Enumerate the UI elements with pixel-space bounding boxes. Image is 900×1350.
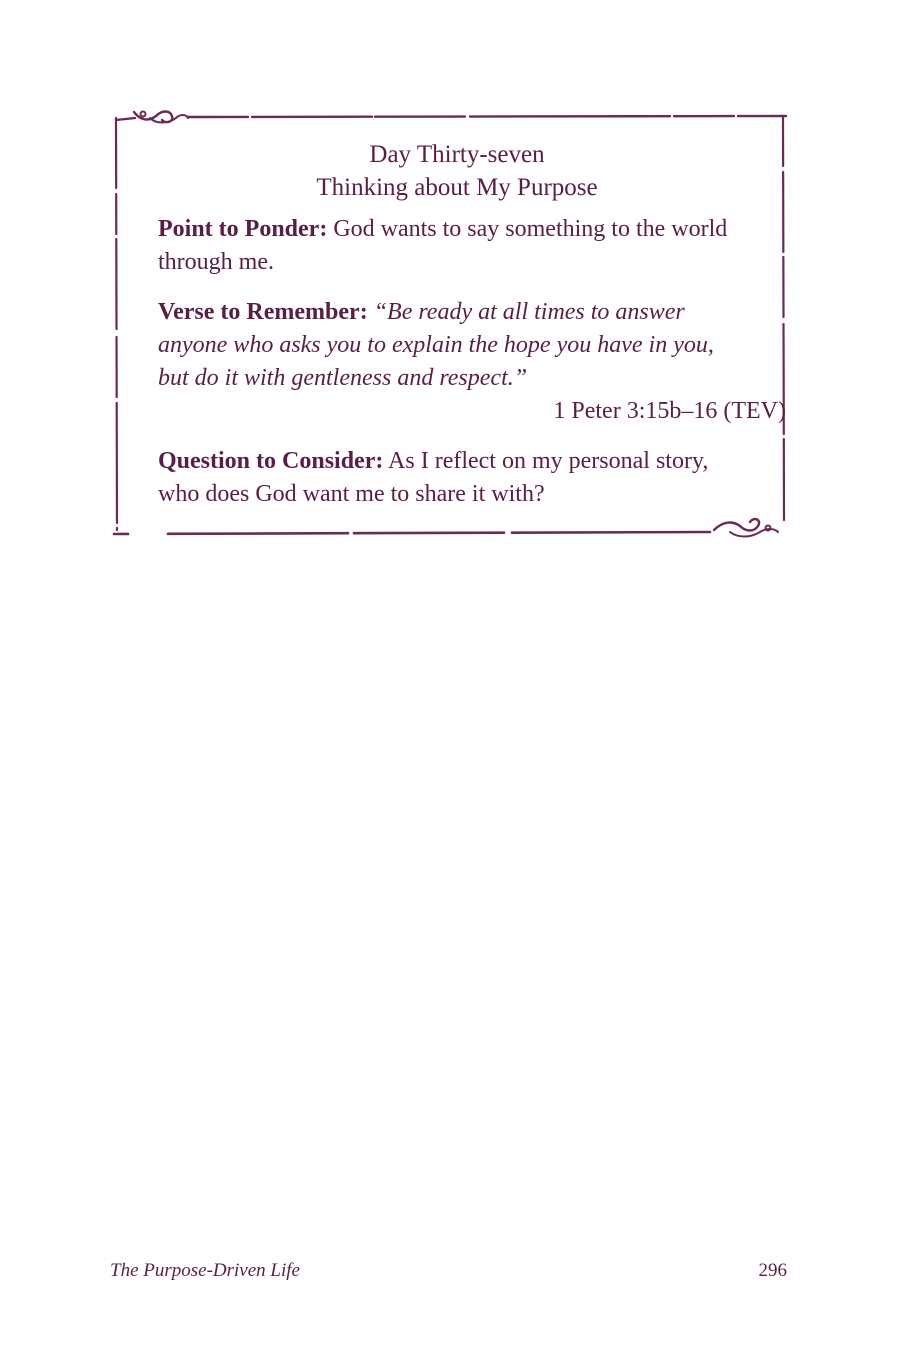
verse-text: “Be ready at all times to answer anyone who asks you to explain the hope you have in you, but do it with gentleness and respect.”: [158, 299, 714, 391]
devotional-card: [110, 100, 790, 545]
question-label: Question to Consider:: [158, 448, 384, 474]
point-text: God wants to say something to the world through me.: [158, 216, 728, 275]
day-heading: Day Thirty-seven: [369, 141, 545, 168]
page-number: 296: [758, 1260, 787, 1281]
verse-to-remember: [158, 296, 786, 428]
question-text: As I reflect on my personal story, who does God want me to share it with?: [158, 448, 709, 507]
point-to-ponder: [158, 213, 748, 279]
verse-label: Verse to Remember:: [158, 299, 368, 325]
card-title: Thinking about My Purpose: [316, 174, 598, 201]
book-title: The Purpose-Driven Life: [110, 1260, 300, 1281]
point-label: Point to Ponder:: [158, 216, 328, 242]
verse-reference: 1 Peter 3:15b–16 (TEV): [553, 398, 786, 424]
question-to-consider: [158, 445, 748, 511]
card-content: [158, 138, 786, 511]
